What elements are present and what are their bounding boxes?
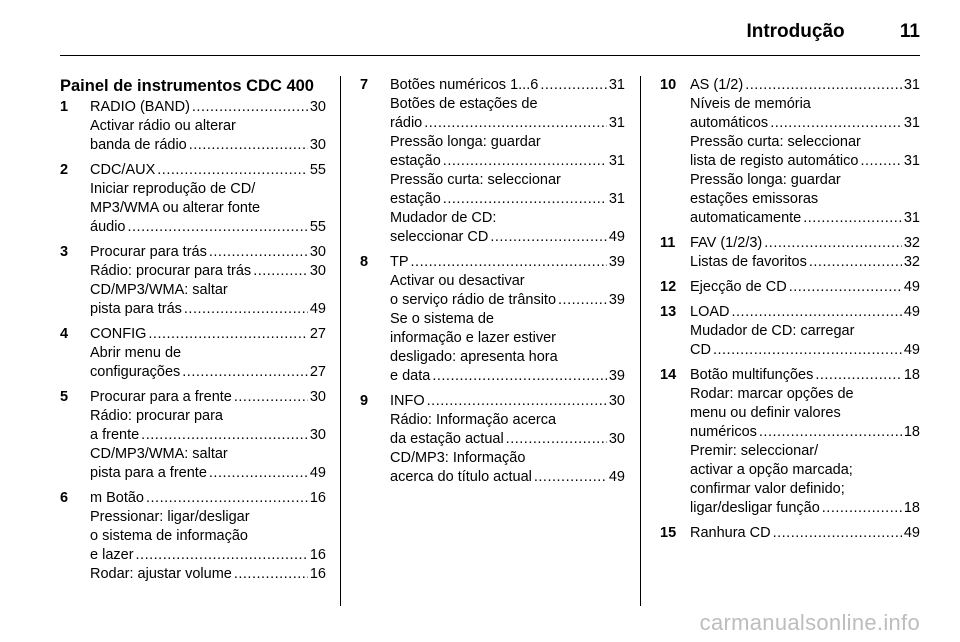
entry-line (90, 243, 326, 262)
page-reference: 16 (309, 547, 326, 563)
entry-text: estações emissoras (690, 191, 819, 207)
entry-line (690, 234, 920, 253)
index-entry (660, 76, 920, 228)
page-reference: 30 (309, 427, 326, 443)
entry-line (690, 209, 920, 228)
page-reference: 31 (903, 153, 920, 169)
entry-text: Níveis de memória (690, 96, 811, 112)
page-reference: 31 (608, 153, 625, 169)
entry-text: Rádio: procurar para trás (90, 263, 252, 279)
page-reference: 31 (903, 77, 920, 93)
entry-line (90, 161, 326, 180)
dot-leader (759, 423, 902, 442)
page-reference: 49 (608, 229, 625, 245)
entry-line (690, 480, 920, 499)
entry-text: a frente (90, 427, 140, 443)
page-header (746, 20, 920, 44)
dot-leader (148, 325, 307, 344)
entry-text: estação (390, 153, 441, 169)
entry-line (90, 508, 326, 527)
dot-leader (815, 366, 902, 385)
page-reference: 49 (903, 342, 920, 358)
entry-text: desligado: apresenta hora (390, 349, 558, 365)
entry-line (390, 348, 625, 367)
page-reference: 16 (309, 566, 326, 582)
dot-leader (209, 243, 308, 262)
dot-leader (141, 426, 308, 445)
column-1 (60, 76, 326, 590)
entry-line (90, 445, 326, 464)
entry-number: 6 (60, 490, 69, 506)
entry-number: 10 (660, 77, 677, 93)
dot-leader (146, 489, 308, 508)
entry-line (690, 76, 920, 95)
entry-line (690, 385, 920, 404)
entry-text: e data (390, 368, 431, 384)
entry-text: FAV (1/2/3) (690, 235, 763, 251)
page-reference: 31 (608, 115, 625, 131)
dot-leader (443, 152, 607, 171)
page-reference: 16 (309, 490, 326, 506)
dot-leader (182, 363, 308, 382)
entry-text: RADIO (BAND) (90, 99, 190, 115)
header-rule (60, 55, 920, 56)
entry-number: 4 (60, 326, 69, 342)
entry-line (390, 209, 625, 228)
page-reference: 27 (309, 364, 326, 380)
page-reference: 39 (608, 368, 625, 384)
entry-text: INFO (390, 393, 425, 409)
entry-text: Pressão curta: seleccionar (690, 134, 861, 150)
index-entry (660, 366, 920, 518)
entry-text: Pressionar: ligar/desligar (90, 509, 250, 525)
entry-text: Activar ou desactivar (390, 273, 525, 289)
dot-leader (534, 468, 607, 487)
page-reference: 55 (309, 162, 326, 178)
index-entry (360, 253, 625, 386)
page-reference: 31 (608, 77, 625, 93)
index-entry (360, 392, 625, 487)
entry-text: Rádio: Informação acerca (390, 412, 557, 428)
entry-line (90, 300, 326, 319)
entry-line (390, 291, 625, 310)
entry-line (690, 524, 920, 543)
entry-text: Procurar para a frente (90, 389, 232, 405)
entry-text: CONFIG (90, 326, 147, 342)
entry-line (90, 218, 326, 237)
entry-text: Rodar: marcar opções de (690, 386, 854, 402)
index-entry (60, 325, 326, 382)
entry-text: m Botão (90, 490, 144, 506)
page-reference: 49 (903, 525, 920, 541)
dot-leader (822, 499, 902, 518)
page-reference: 49 (903, 279, 920, 295)
entry-text: CD (690, 342, 711, 358)
entry-text: pista para trás (90, 301, 182, 317)
dot-leader (234, 565, 308, 584)
page-reference: 49 (608, 469, 625, 485)
entry-number: 11 (660, 235, 676, 251)
entry-line (390, 411, 625, 430)
dot-leader (424, 114, 607, 133)
column-2 (360, 76, 625, 493)
column-divider (640, 76, 641, 606)
page-reference: 31 (903, 210, 920, 226)
entry-text: e lazer (90, 547, 134, 563)
page-reference: 30 (309, 137, 326, 153)
page-reference: 18 (903, 367, 920, 383)
entry-text: Pressão longa: guardar (690, 172, 841, 188)
page-reference: 30 (608, 393, 625, 409)
dot-leader (860, 152, 901, 171)
entry-text: Ejecção de CD (690, 279, 787, 295)
dot-leader (432, 367, 607, 386)
entry-line (90, 363, 326, 382)
entry-text: ligar/desligar função (690, 500, 820, 516)
entry-text: CDC/AUX (90, 162, 156, 178)
entry-line (390, 190, 625, 209)
entry-line (690, 442, 920, 461)
dot-leader (157, 161, 308, 180)
page-reference: 30 (309, 99, 326, 115)
entry-number: 15 (660, 525, 677, 541)
entry-line (90, 388, 326, 407)
watermark: carmanualsonline.info (699, 610, 920, 635)
page-reference: 18 (903, 424, 920, 440)
entry-text: Botão multifunções (690, 367, 814, 383)
entry-text: Activar rádio ou alterar (90, 118, 236, 134)
entry-line (390, 367, 625, 386)
dot-leader (732, 303, 902, 322)
entry-text: da estação actual (390, 431, 504, 447)
entry-line (90, 136, 326, 155)
entry-text: TP (390, 254, 409, 270)
index-entry (60, 388, 326, 483)
entry-text: Botões numéricos 1...6 (390, 77, 539, 93)
entry-number: 3 (60, 244, 69, 260)
entry-text: Rodar: ajustar volume (90, 566, 232, 582)
dot-leader (490, 228, 607, 247)
index-entry (660, 278, 920, 297)
entry-number: 14 (660, 367, 677, 383)
page-reference: 49 (903, 304, 920, 320)
index-entry (60, 161, 326, 237)
index-entry (360, 76, 625, 247)
page-reference: 31 (903, 115, 920, 131)
entry-text: Ranhura CD (690, 525, 771, 541)
entry-line (390, 152, 625, 171)
dot-leader (411, 253, 607, 272)
entry-line (690, 152, 920, 171)
page-reference: 39 (608, 292, 625, 308)
entry-text: Premir: seleccionar/ (690, 443, 819, 459)
entry-line (90, 527, 326, 546)
entry-line (390, 430, 625, 449)
index-entry (60, 98, 326, 155)
index-entry (60, 489, 326, 584)
entry-number: 13 (660, 304, 677, 320)
entry-text: menu ou definir valores (690, 405, 841, 421)
entry-line (390, 449, 625, 468)
entry-line (690, 190, 920, 209)
entry-number: 5 (60, 389, 69, 405)
dot-leader (803, 209, 902, 228)
page-reference: 30 (309, 389, 326, 405)
entry-text: confirmar valor definido; (690, 481, 845, 497)
page-reference: 49 (309, 301, 326, 317)
entry-line (690, 253, 920, 272)
dot-leader (443, 190, 607, 209)
entry-line (90, 489, 326, 508)
entry-line (690, 499, 920, 518)
dot-leader (253, 262, 308, 281)
page-reference: 39 (608, 254, 625, 270)
dot-leader (427, 392, 607, 411)
entry-text: Procurar para trás (90, 244, 207, 260)
entry-line (90, 117, 326, 136)
entry-number: 7 (360, 77, 369, 93)
entry-line (90, 199, 326, 218)
entry-text: Pressão curta: seleccionar (390, 172, 561, 188)
page-reference: 30 (608, 431, 625, 447)
entry-line (690, 404, 920, 423)
page-reference: 27 (309, 326, 326, 342)
dot-leader (809, 253, 902, 272)
entry-line (690, 171, 920, 190)
dot-leader (209, 464, 308, 483)
entry-line (690, 423, 920, 442)
column-divider (340, 76, 341, 606)
entry-text: seleccionar CD (390, 229, 489, 245)
entry-text: Se o sistema de (390, 311, 494, 327)
dot-leader (713, 341, 902, 360)
entry-text: Mudador de CD: (390, 210, 497, 226)
entry-line (390, 468, 625, 487)
entry-number: 2 (60, 162, 69, 178)
page-reference: 32 (903, 254, 920, 270)
entry-line (690, 341, 920, 360)
index-entry (660, 234, 920, 272)
entry-line (390, 114, 625, 133)
entry-text: numéricos (690, 424, 757, 440)
page-reference: 49 (309, 465, 326, 481)
entry-text: LOAD (690, 304, 730, 320)
entry-line (90, 98, 326, 117)
dot-leader (189, 136, 308, 155)
entry-text: banda de rádio (90, 137, 187, 153)
entry-line (690, 461, 920, 480)
page-reference: 31 (608, 191, 625, 207)
entry-text: rádio (390, 115, 423, 131)
entry-line (390, 95, 625, 114)
entry-text: configurações (90, 364, 181, 380)
entry-text: lista de registo automático (690, 153, 859, 169)
entry-text: áudio (90, 219, 126, 235)
dot-leader (192, 98, 308, 117)
entry-text: informação e lazer estiver (390, 330, 557, 346)
entry-line (390, 392, 625, 411)
entry-text: o serviço rádio de trânsito (390, 292, 557, 308)
dot-leader (540, 76, 607, 95)
entry-text: automaticamente (690, 210, 802, 226)
dot-leader (773, 524, 902, 543)
entry-text: Botões de estações de (390, 96, 538, 112)
entry-text: Abrir menu de (90, 345, 182, 361)
dot-leader (184, 300, 308, 319)
entry-line (390, 171, 625, 190)
entry-line (690, 303, 920, 322)
entry-text: Rádio: procurar para (90, 408, 223, 424)
entry-line (690, 95, 920, 114)
entry-text: CD/MP3/WMA: saltar (90, 282, 228, 298)
entry-text: AS (1/2) (690, 77, 744, 93)
page-reference: 18 (903, 500, 920, 516)
dot-leader (764, 234, 902, 253)
page-reference: 30 (309, 263, 326, 279)
entry-text: automáticos (690, 115, 769, 131)
entry-number: 12 (660, 279, 677, 295)
entry-number: 9 (360, 393, 369, 409)
entry-line (90, 464, 326, 483)
entry-line (90, 426, 326, 445)
entry-line (390, 253, 625, 272)
entry-text: MP3/WMA ou alterar fonte (90, 200, 261, 216)
entry-line (90, 180, 326, 199)
entry-number: 1 (60, 99, 69, 115)
entry-text: CD/MP3/WMA: saltar (90, 446, 228, 462)
page-reference: 32 (903, 235, 920, 251)
entry-line (90, 281, 326, 300)
index-entry (660, 524, 920, 543)
entry-text: activar a opção marcada; (690, 462, 853, 478)
dot-leader (789, 278, 902, 297)
entry-text: acerca do título actual (390, 469, 532, 485)
entry-line (390, 310, 625, 329)
entry-line (90, 546, 326, 565)
entry-line (390, 272, 625, 291)
dot-leader (506, 430, 607, 449)
entry-line (690, 322, 920, 341)
dot-leader (136, 546, 308, 565)
entry-line (690, 114, 920, 133)
entry-text: CD/MP3: Informação (390, 450, 526, 466)
column-3 (660, 76, 920, 549)
entry-line (90, 407, 326, 426)
index-entry (60, 243, 326, 319)
entry-line (90, 344, 326, 363)
entry-line (90, 565, 326, 584)
entry-number: 8 (360, 254, 369, 270)
dot-leader (234, 388, 308, 407)
entry-text: estação (390, 191, 441, 207)
page-reference: 30 (309, 244, 326, 260)
entry-line (690, 133, 920, 152)
entry-text: Iniciar reprodução de CD/ (90, 181, 256, 197)
dot-leader (745, 76, 902, 95)
entry-line (90, 262, 326, 281)
dot-leader (558, 291, 607, 310)
entry-line (690, 366, 920, 385)
entry-line (390, 76, 625, 95)
entry-line (390, 133, 625, 152)
dot-leader (127, 218, 307, 237)
page-number: 11 (899, 21, 920, 42)
entry-text: Listas de favoritos (690, 254, 807, 270)
entry-line (390, 329, 625, 348)
entry-text: Pressão longa: guardar (390, 134, 541, 150)
page-reference: 55 (309, 219, 326, 235)
entry-line (90, 325, 326, 344)
chapter-title: Introdução (746, 21, 845, 42)
entry-line (690, 278, 920, 297)
dot-leader (770, 114, 902, 133)
index-entry (660, 303, 920, 360)
entry-text: o sistema de informação (90, 528, 248, 544)
entry-text: Mudador de CD: carregar (690, 323, 855, 339)
entry-line (390, 228, 625, 247)
entry-text: pista para a frente (90, 465, 207, 481)
section-title: Painel de instrumentos CDC 400 (60, 77, 314, 95)
